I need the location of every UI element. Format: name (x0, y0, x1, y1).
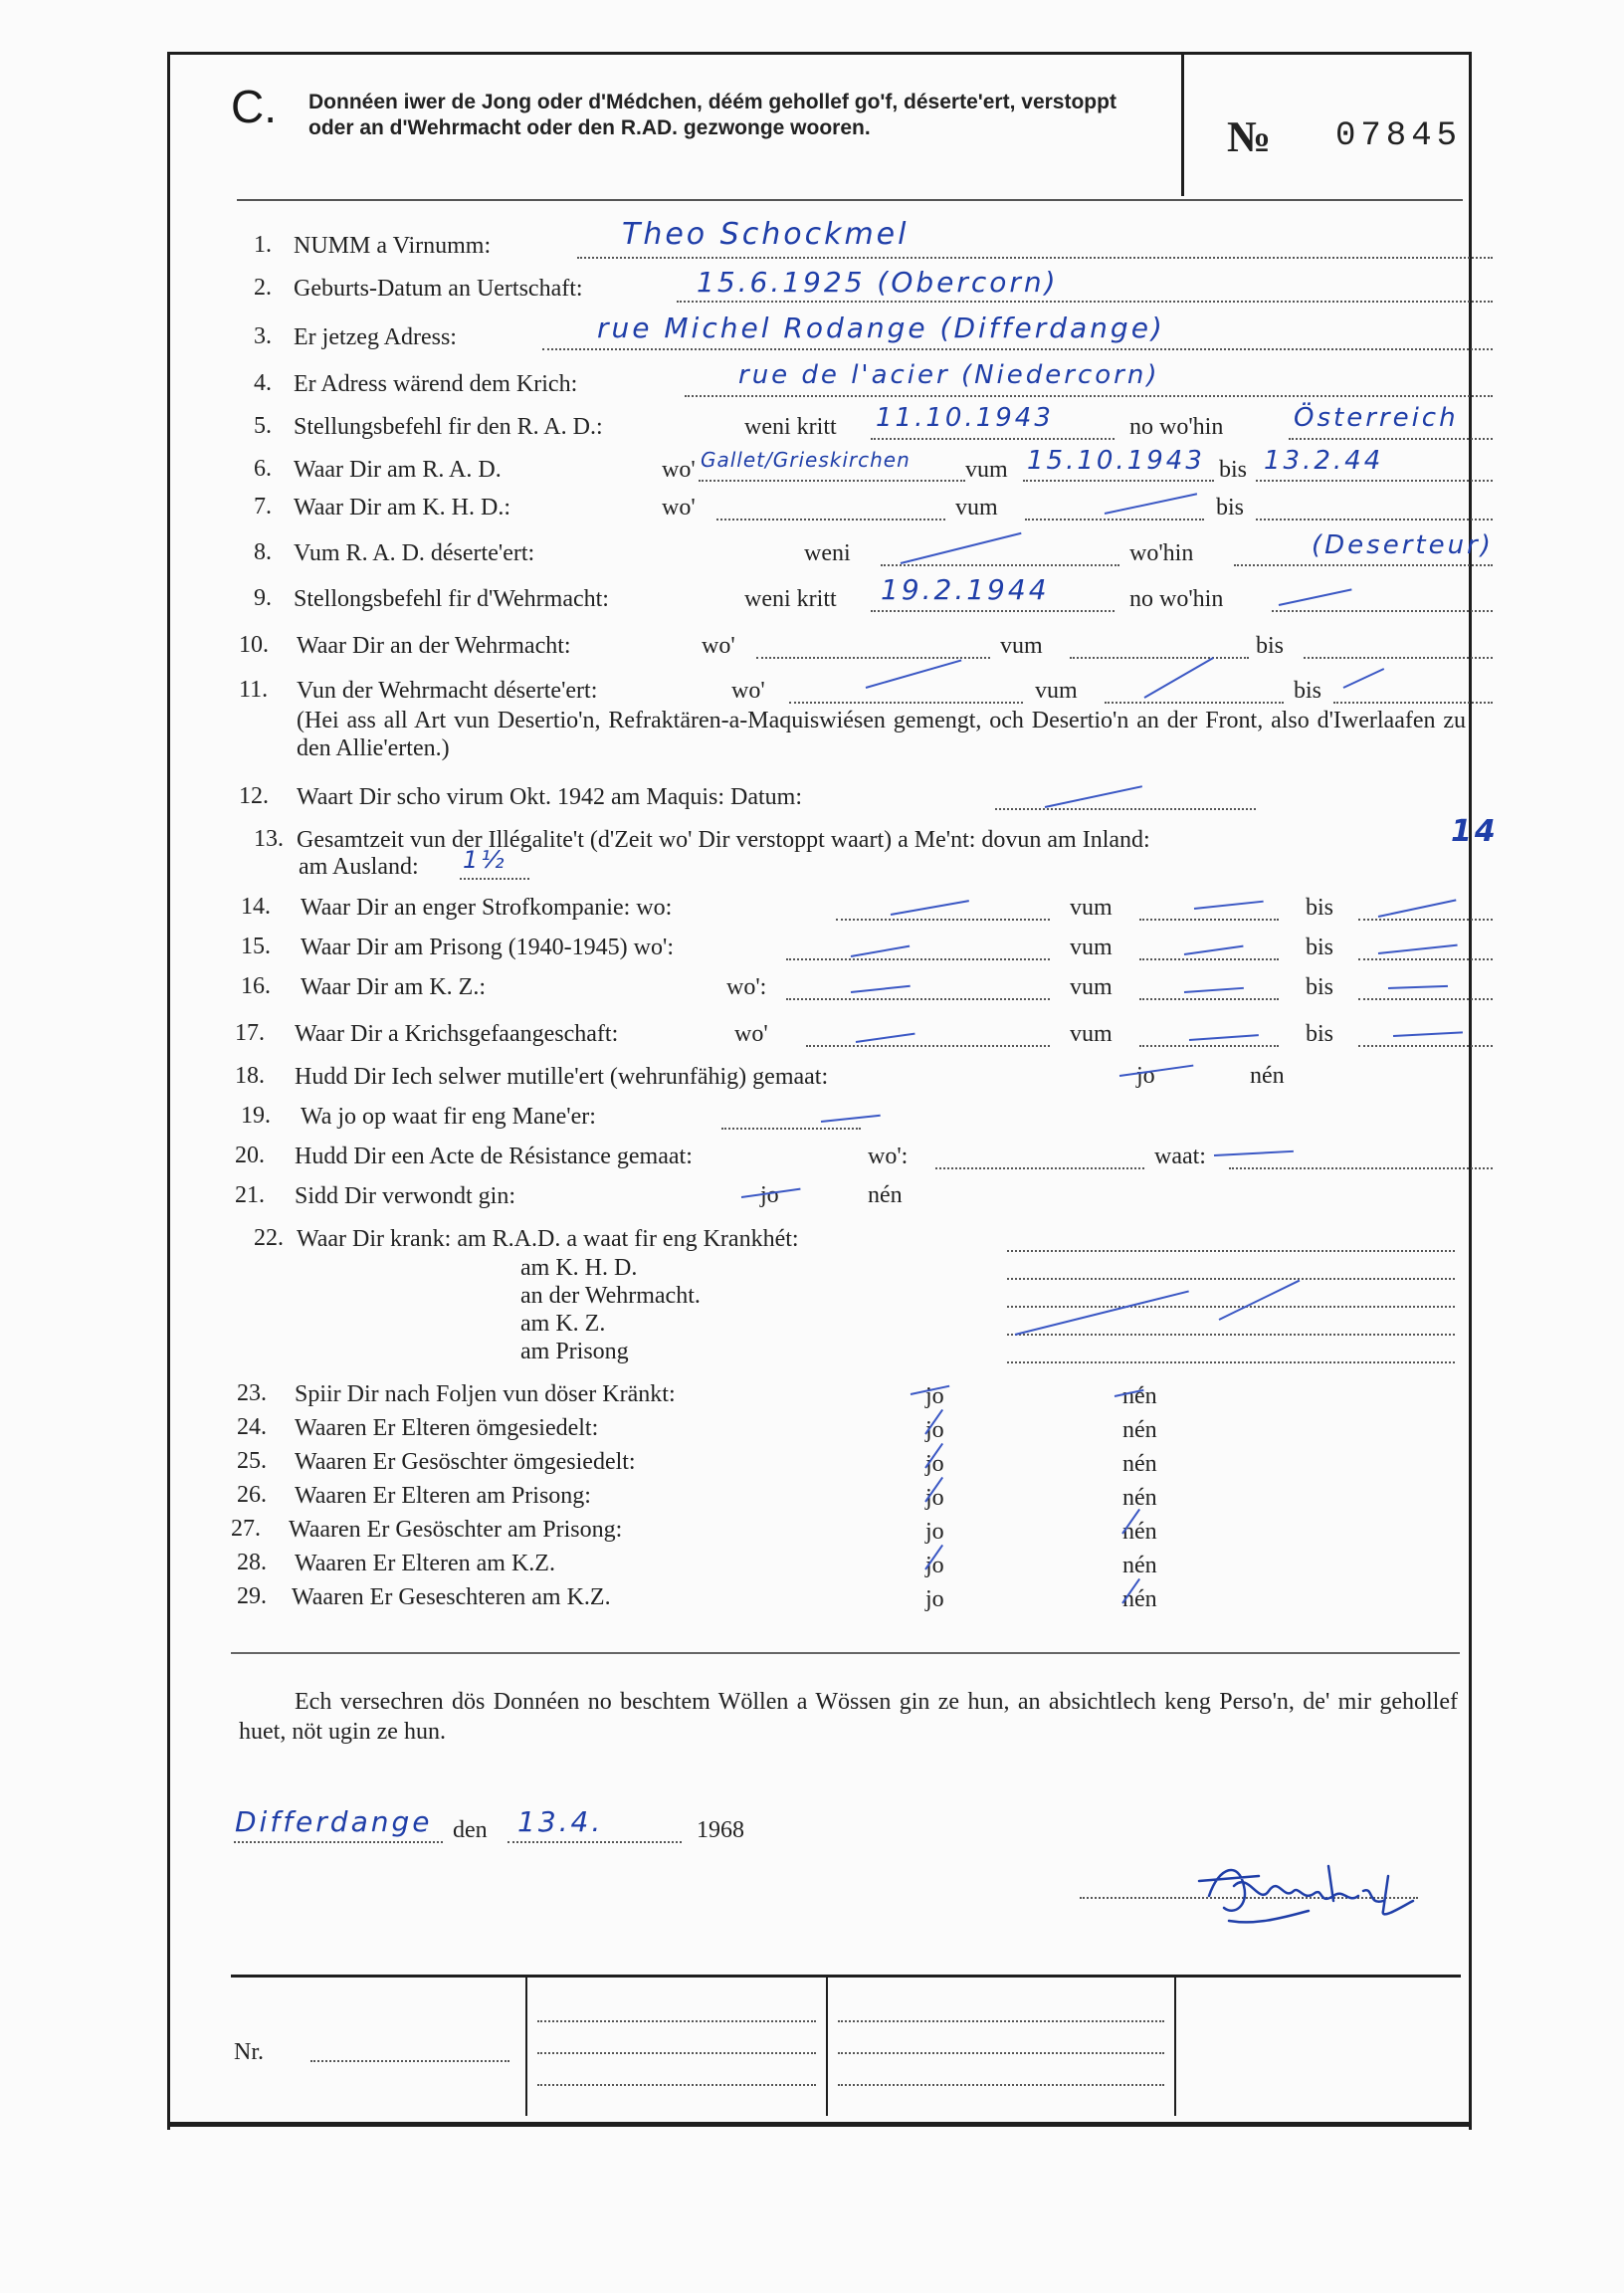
footer-line[interactable] (537, 2084, 816, 2086)
sub-label: am K. H. D. (520, 1255, 638, 1281)
number-sign: № (1227, 112, 1272, 161)
item-label: Vum R. A. D. déserte'ert: (294, 540, 535, 566)
header-rule (237, 199, 1463, 201)
handwritten-place: Differdange (235, 1805, 433, 1838)
answer-line[interactable] (1229, 1167, 1493, 1169)
item-number: 1. (254, 232, 272, 258)
answer-line[interactable] (871, 438, 1115, 440)
item-number: 2. (254, 275, 272, 301)
item-label: Er jetzeg Adress: (294, 324, 457, 350)
table-divider (525, 1978, 527, 2116)
item-label: Waar Dir am Prisong (1940-1945) wo': (301, 935, 674, 960)
item-number: 22. (254, 1225, 284, 1251)
answer-line[interactable] (786, 998, 1050, 1000)
item-label: Vun der Wehrmacht déserte'ert: (297, 678, 598, 704)
no-option[interactable]: nén (1122, 1383, 1157, 1409)
footer-nr-label: Nr. (234, 2039, 264, 2065)
item-number: 5. (254, 413, 272, 439)
item-number: 17. (235, 1020, 265, 1046)
item-label: Stellongsbefehl fir d'Wehrmacht: (294, 586, 609, 612)
footer-nr-line[interactable] (310, 2060, 509, 2062)
handwritten-answer: 15.10.1943 (1027, 446, 1205, 476)
field-label: wo' (662, 457, 696, 483)
item-number: 24. (237, 1414, 267, 1440)
item-label: Waaren Er Elteren am K.Z. (295, 1551, 555, 1576)
answer-line[interactable] (1304, 657, 1493, 659)
form-frame-bottom (167, 2122, 1472, 2127)
section-title: Donnéen iwer de Jong oder d'Médchen, déém gehollef go'f, déserte'ert, verstoppt oder an d'Wehrmacht oder den R.AD. gezwonge wooren. (308, 91, 1116, 139)
item-label: Hudd Dir een Acte de Résistance gemaat: (295, 1144, 693, 1169)
answer-line[interactable] (1272, 610, 1493, 612)
item-number: 13. (254, 826, 284, 852)
item-number: 7. (254, 494, 272, 520)
answer-line[interactable] (1358, 998, 1493, 1000)
answer-line[interactable] (789, 702, 1023, 704)
item-label: Waar Dir an der Wehrmacht: (297, 633, 571, 659)
field-label: wo' (662, 495, 696, 521)
table-divider (826, 1978, 828, 2116)
item-number: 11. (239, 677, 269, 703)
answer-line[interactable] (806, 1045, 1050, 1047)
field-label: vum (1070, 895, 1113, 921)
answer-line[interactable] (716, 519, 945, 521)
handwritten-answer: (Deserteur) (1312, 530, 1494, 560)
field-label: weni (804, 540, 851, 566)
answer-line[interactable] (935, 1167, 1144, 1169)
item-number: 26. (237, 1482, 267, 1508)
handwritten-date: 13.4. (517, 1805, 604, 1838)
item-label: Waart Dir scho virum Okt. 1942 am Maquis: Datum: (297, 784, 802, 810)
answer-line[interactable] (699, 480, 965, 482)
answer-line[interactable] (786, 958, 1050, 960)
field-label: wo' (702, 633, 735, 659)
field-label: vum (1070, 935, 1113, 960)
item-number: 4. (254, 370, 272, 396)
handwritten-answer: 19.2.1944 (881, 573, 1050, 606)
den-label: den (453, 1817, 488, 1843)
handwritten-answer: 11.10.1943 (876, 403, 1054, 433)
item-label: Waar Dir am R. A. D. (294, 457, 502, 483)
section-letter: C. (231, 81, 277, 132)
no-option[interactable]: nén (1122, 1485, 1157, 1511)
item-label: Waar Dir am K. Z.: (301, 974, 486, 1000)
answer-line[interactable] (836, 919, 1050, 921)
answer-line[interactable] (542, 348, 1493, 350)
footer-line[interactable] (838, 2020, 1164, 2022)
answer-line[interactable] (1007, 1306, 1455, 1308)
handwritten-answer: Österreich (1294, 403, 1459, 433)
item-label: NUMM a Virnumm: (294, 233, 492, 259)
date-line[interactable] (508, 1841, 682, 1843)
field-label: am Ausland: (299, 854, 419, 880)
item-label: Waar Dir am K. H. D.: (294, 495, 511, 521)
field-label: no wo'hin (1129, 586, 1224, 612)
item-number: 27. (231, 1516, 261, 1542)
field-label: bis (1256, 633, 1285, 659)
answer-line[interactable] (1256, 519, 1493, 521)
answer-line[interactable] (881, 564, 1119, 566)
yes-option[interactable]: jo (925, 1586, 944, 1612)
field-label: bis (1306, 895, 1334, 921)
item-number: 10. (239, 632, 269, 658)
handwritten-answer: 13.2.44 (1264, 446, 1384, 476)
item-label: Sidd Dir verwondt gin: (295, 1183, 515, 1209)
item-label: Waar Dir krank: am R.A.D. a waat fir eng Krankhét: (297, 1226, 799, 1252)
item-label: Stellungsbefehl fir den R. A. D.: (294, 414, 603, 440)
item-number: 16. (241, 973, 271, 999)
item-number: 8. (254, 539, 272, 565)
field-label: bis (1216, 495, 1245, 521)
no-option[interactable]: nén (868, 1182, 903, 1208)
section-rule (231, 1652, 1460, 1654)
field-label: bis (1306, 935, 1334, 960)
no-option[interactable]: nén (1250, 1063, 1285, 1089)
footer-line[interactable] (838, 2084, 1164, 2086)
yes-option[interactable]: jo (1136, 1063, 1155, 1089)
answer-line[interactable] (1333, 702, 1493, 704)
item-number: 23. (237, 1380, 267, 1406)
item-label: Hudd Dir Iech selwer mutille'ert (wehrunfähig) gemaat: (295, 1064, 829, 1090)
item-number: 14. (241, 894, 271, 920)
field-label: no wo'hin (1129, 414, 1224, 440)
yes-option[interactable]: jo (925, 1383, 944, 1409)
answer-line[interactable] (1139, 998, 1279, 1000)
item-number: 20. (235, 1143, 265, 1168)
item-label: Wa jo op waat fir eng Mane'er: (301, 1104, 596, 1130)
item-label: Spiir Dir nach Foljen vun döser Kränkt: (295, 1381, 676, 1407)
item-label: Geburts-Datum an Uertschaft: (294, 276, 583, 302)
answer-line[interactable] (1007, 1278, 1455, 1280)
item-label: Gesamtzeit vun der Illégalite't (d'Zeit wo' Dir verstoppt waart) a Me'nt: dovun am Inland: (297, 827, 1150, 853)
answer-line[interactable] (1256, 480, 1493, 482)
item-label: Waar Dir a Krichsgefaangeschaft: (295, 1021, 619, 1047)
field-label: weni kritt (744, 414, 837, 440)
field-label: bis (1294, 678, 1322, 704)
field-label: bis (1306, 974, 1334, 1000)
field-label: waat: (1154, 1144, 1206, 1169)
yes-option[interactable]: jo (925, 1417, 944, 1443)
handwritten-answer: Gallet/Grieskirchen (701, 448, 911, 472)
item-label: Waaren Er Gesöschter ömgesiedelt: (295, 1449, 636, 1475)
field-label: vum (1035, 678, 1078, 704)
sub-label: am Prisong (520, 1339, 629, 1364)
item-note: (Hei ass all Art vun Desertio'n, Refraktären-a-Maquiswiésen gemengt, och Desertio'n an der Front, also d'Iwerlaafen zu den Allie'erten.) (297, 708, 1466, 761)
field-label: weni kritt (744, 586, 837, 612)
field-label: vum (965, 457, 1008, 483)
item-number: 6. (254, 456, 272, 482)
yes-option[interactable]: jo (925, 1485, 944, 1511)
answer-line[interactable] (677, 301, 1493, 303)
item-label: Waaren Er Geseschteren am K.Z. (292, 1584, 611, 1610)
field-label: bis (1306, 1021, 1334, 1047)
answer-line[interactable] (871, 610, 1115, 612)
answer-line[interactable] (685, 395, 1493, 397)
no-option[interactable]: nén (1122, 1519, 1157, 1545)
answer-line[interactable] (1070, 657, 1249, 659)
sub-label: am K. Z. (520, 1311, 606, 1337)
field-label: wo': (868, 1144, 909, 1169)
answer-line[interactable] (460, 878, 529, 880)
answer-line[interactable] (1105, 702, 1284, 704)
item-label: Waaren Er Gesöschter am Prisong: (289, 1517, 623, 1543)
answer-line[interactable] (1358, 919, 1493, 921)
year: 1968 (697, 1817, 744, 1843)
footer-line[interactable] (537, 2020, 816, 2022)
item-number: 9. (254, 585, 272, 611)
answer-line[interactable] (577, 257, 1493, 259)
field-label: vum (955, 495, 998, 521)
place-line[interactable] (234, 1841, 443, 1843)
header-divider (1181, 55, 1184, 196)
no-option[interactable]: nén (1122, 1417, 1157, 1443)
answer-line[interactable] (1139, 919, 1279, 921)
no-option[interactable]: nén (1122, 1451, 1157, 1477)
yes-option[interactable]: jo (760, 1182, 779, 1208)
handwritten-answer: 15.6.1925 (Obercorn) (697, 266, 1059, 299)
item-number: 25. (237, 1448, 267, 1474)
answer-line[interactable] (1023, 480, 1214, 482)
answer-line[interactable] (1025, 519, 1204, 521)
item-number: 18. (235, 1063, 265, 1089)
item-number: 28. (237, 1550, 267, 1575)
answer-line[interactable] (1007, 1361, 1455, 1363)
field-label: wo' (734, 1021, 768, 1047)
field-label: vum (1000, 633, 1043, 659)
yes-option[interactable]: jo (925, 1451, 944, 1477)
item-number: 3. (254, 323, 272, 349)
answer-line[interactable] (1007, 1334, 1455, 1336)
field-label: bis (1219, 457, 1248, 483)
no-option[interactable]: nén (1122, 1586, 1157, 1612)
handwritten-answer: rue de l'acier (Niedercorn) (738, 360, 1160, 390)
item-label: Er Adress wärend dem Krich: (294, 371, 578, 397)
item-number: 21. (235, 1182, 265, 1208)
answer-line[interactable] (1358, 958, 1493, 960)
yes-option[interactable]: jo (925, 1519, 944, 1545)
footer-line[interactable] (838, 2052, 1164, 2054)
footer-line[interactable] (537, 2052, 816, 2054)
item-number: 29. (237, 1583, 267, 1609)
item-number: 15. (241, 934, 271, 959)
handwritten-answer: rue Michel Rodange (Differdange) (597, 312, 1165, 344)
item-number: 19. (241, 1103, 271, 1129)
answer-line[interactable] (721, 1128, 861, 1130)
footer-table (231, 1975, 1461, 2119)
item-label: Waaren Er Elteren am Prisong: (295, 1483, 591, 1509)
answer-line[interactable] (1289, 438, 1493, 440)
item-label: Waaren Er Elteren ömgesiedelt: (295, 1415, 599, 1441)
declaration: Ech versechren dös Donnéen no beschtem Wöllen a Wössen gin ze hun, an absichtlech keng Perso'n, de' mir gehollef huet, nöt ugin ze hun. (239, 1689, 1458, 1745)
item-label: Waar Dir an enger Strofkompanie: wo: (301, 895, 673, 921)
answer-line[interactable] (1139, 958, 1279, 960)
handwritten-answer: Theo Schockmel (622, 217, 910, 252)
handwritten-answer: 14 (1451, 814, 1499, 849)
item-number: 12. (239, 783, 269, 809)
signature (1189, 1846, 1438, 1936)
no-option[interactable]: nén (1122, 1553, 1157, 1578)
field-label: wo': (726, 974, 767, 1000)
form-number: 07845 (1335, 117, 1463, 155)
field-label: vum (1070, 974, 1113, 1000)
table-divider (1174, 1978, 1176, 2116)
answer-line[interactable] (1139, 1045, 1279, 1047)
sub-label: an der Wehrmacht. (520, 1283, 701, 1309)
handwritten-answer: 1½ (463, 846, 508, 874)
answer-line[interactable] (1358, 1045, 1493, 1047)
answer-line[interactable] (1234, 564, 1493, 566)
field-label: wo' (731, 678, 765, 704)
answer-line[interactable] (756, 657, 990, 659)
answer-line[interactable] (995, 808, 1256, 810)
yes-option[interactable]: jo (925, 1553, 944, 1578)
field-label: vum (1070, 1021, 1113, 1047)
answer-line[interactable] (1007, 1250, 1455, 1252)
field-label: wo'hin (1129, 540, 1194, 566)
